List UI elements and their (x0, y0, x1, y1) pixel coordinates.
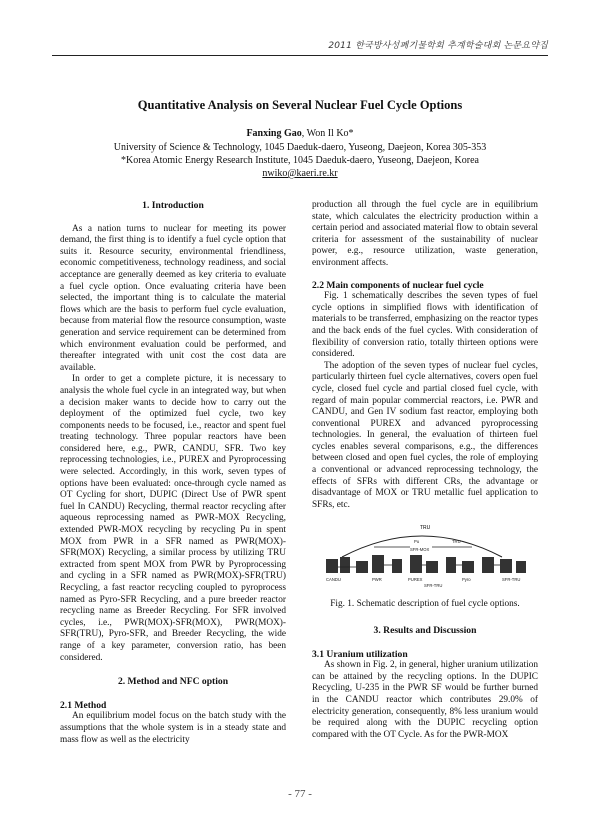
reactor-icon-6 (410, 555, 422, 573)
reactor-icon-10 (482, 557, 494, 573)
other-authors: , Won Il Ko* (301, 128, 354, 139)
subsection-title-uranium: 3.1 Uranium utilization (312, 648, 408, 660)
method-paragraph-1: An equilibrium model focus on the batch study with the assumptions that the whole system is in a steady state and mass flow as well as the electricity (60, 711, 286, 745)
figure-label-tru-2: TRU (452, 539, 461, 545)
figure-label-sfr-tru-right: SFR-TRU (502, 577, 521, 583)
figure-label-purex: PUREX (408, 577, 423, 583)
reactor-icon-7 (426, 561, 438, 573)
components-paragraph-1: Fig. 1 schematically describes the seven types of fuel cycle options in simplified flows with identification of materials to be transferred, emphasizing on the reactor types and the back ends of the fuel cycles. With consideration of flexibility of conversion ratio, totally thirteen options were considered. (312, 291, 538, 360)
reactor-icon-2 (340, 557, 350, 573)
reactor-icon-1 (326, 559, 338, 573)
reactor-icon-4 (372, 555, 384, 573)
reactor-icon-9 (462, 561, 474, 573)
subsection-title-method: 2.1 Method (60, 699, 107, 711)
figure-caption: Fig. 1. Schematic description of fuel cycle options. (330, 599, 520, 610)
first-author: Fanxing Gao (246, 128, 302, 139)
header-rule (52, 55, 548, 56)
page-number: - 77 - (288, 788, 312, 800)
components-paragraph-2: The adoption of the seven types of nuclear fuel cycles, particularly thirteen fuel cycle alternatives, covers open fuel cycle, closed fuel cycle and partial closed fuel cycle, with regard of main popular commercial reactors, i.e. PWR and CANDU, and Gen IV sodium fast reactor, employing both conventional PUREX and advanced pyroprocessing technologies. In general, the evaluation of thirteen fuel cycles enables several comparisons, e.g., the differences between closed and open fuel cycles, the role of employing a conventional or advanced reprocessing technology, the effects of SFRs with different CRs, the advantage or disadvantage of MOX or TRU metallic fuel application to SFRs, etc. (312, 360, 538, 510)
figure-label-tru: TRU (420, 525, 431, 532)
figure-label-sfr-tru-left: SFR-TRU (424, 583, 443, 589)
authors (0, 128, 600, 139)
paper-title: Quantitative Analysis on Several Nuclear Fuel Cycle Options (137, 98, 463, 112)
uranium-paragraph-1: As shown in Fig. 2, in general, higher uranium utilization can be attained by the recycling options. In the DUPIC Recycling, U-235 in the PWR SF would be further burned in the CANDU reactor which contributes 29.0% of electricity generation, consequently, 8% less uranium would be required along with the DUPIC recycling option compared with the OT Cycle. As for the PWR-MOX (312, 660, 538, 740)
affiliation-1: University of Science & Technology, 1045 Daeduk-daero, Yuseong, Daejeon, Korea 305-353 (113, 142, 487, 153)
intro-paragraph-2: In order to get a complete picture, it is necessary to analysis the whole fuel cycle in an integrated way, but when a decision maker wants to decide how to carry out the deployment of the optimized fuel cycle, two key components needs to be focused, i.e., reactor and spent fuel treating technology. Three popular reactors have been considered here, e.g., PWR, CANDU, SFR. Two key reprocessing technologies, i.e., PUREX and Pyroprocessing were selected. Accordingly, in this work, seven types of options have been evaluated: once-through cycle named as OT Cycling for short, DUPIC (Direct Use of PWR spent fuel In CANDU) Recycling, thermal reactor recycling after aqueous reprocessing named as PWR-MOX Recycling, extended PWR-MOX recycling by recycling Pu in spent MOX from PWR in a SFR named as PWR(MOX)-SFR(MOX) Recycling, a similar process by utilizing TRU extracted from spent MOX from PWR by Pyroprocessing and cycling in a SFR named as PWR(MOX)-SFR(TRU) Recycling, a fast reactor recycling coupled to pyroprocess named as Pyro-SFR Recycling, and a pure breeder reactor recycling name as Breeder Recycling. For SFR involved cycles, i.e., PWR(MOX)-SFR(MOX), PWR(MOX)-SFR(TRU), Pyro-SFR, and Breeder Recycling, the wide range of a key parameter, conversion ratio, has been considered. (60, 374, 286, 663)
figure-label-pyro: Pyro (462, 577, 471, 583)
fuel-cycle-figure (312, 517, 538, 595)
reactor-icon-11 (500, 559, 512, 573)
reactor-icon-12 (516, 561, 526, 573)
reactor-icon-8 (446, 557, 456, 573)
section-title-results: 3. Results and Discussion (373, 625, 477, 637)
section-title-method: 2. Method and NFC option (117, 676, 229, 688)
section-title-introduction: 1. Introduction (142, 200, 204, 211)
right-paragraph-1: production all through the fuel cycle are in equilibrium state, which calculates the electricity production within a certain period and associated material flow to obtain several criteria for assessment of the sustainability of nuclear power, e.g., resource utilization, waste generation, environment affects. (312, 200, 538, 268)
intro-paragraph-1: As a nation turns to nuclear for meeting its power demand, the first thing is to identify a fuel cycle option that suits it. Resource security, environmental friendliness, economic competitiveness, technology readiness, and social acceptance are generally deemed as key criteria to evaluate a fuel cycle option. Once evaluating criteria have been selected, the important thing is to calculate the material flows which are the basis to perform fuel cycle evaluation, because from material flow the resource consumption, waste generation and service requirement can be determined from which environment evaluation could be performed, and thereafter integrated with unit cost the cost data are available. (60, 223, 286, 373)
figure-label-pwr: PWR (372, 577, 382, 583)
fuel-cycle-diagram (312, 517, 538, 595)
affiliation-2: *Korea Atomic Energy Research Institute, 1045 Daeduk-daero, Yuseong, Daejeon, Korea (121, 155, 479, 166)
figure-label-candu: CANDU (326, 577, 341, 583)
figure-label-sfr-mox: SFR-MOX (410, 547, 430, 553)
figure-label-pu: Pu (414, 539, 420, 545)
email-link[interactable]: nwiko@kaeri.re.kr (262, 168, 338, 179)
reactor-icon-5 (392, 559, 402, 573)
left-column (60, 200, 286, 746)
subsection-title-components: 2.2 Main components of nuclear fuel cycle (312, 279, 484, 291)
reactor-icons (326, 555, 526, 573)
right-column (312, 200, 538, 741)
journal-header: 2011 한국방사성폐기물학회 추계학술대회 논문요약집 (328, 41, 548, 51)
reactor-icon-3 (356, 561, 368, 573)
